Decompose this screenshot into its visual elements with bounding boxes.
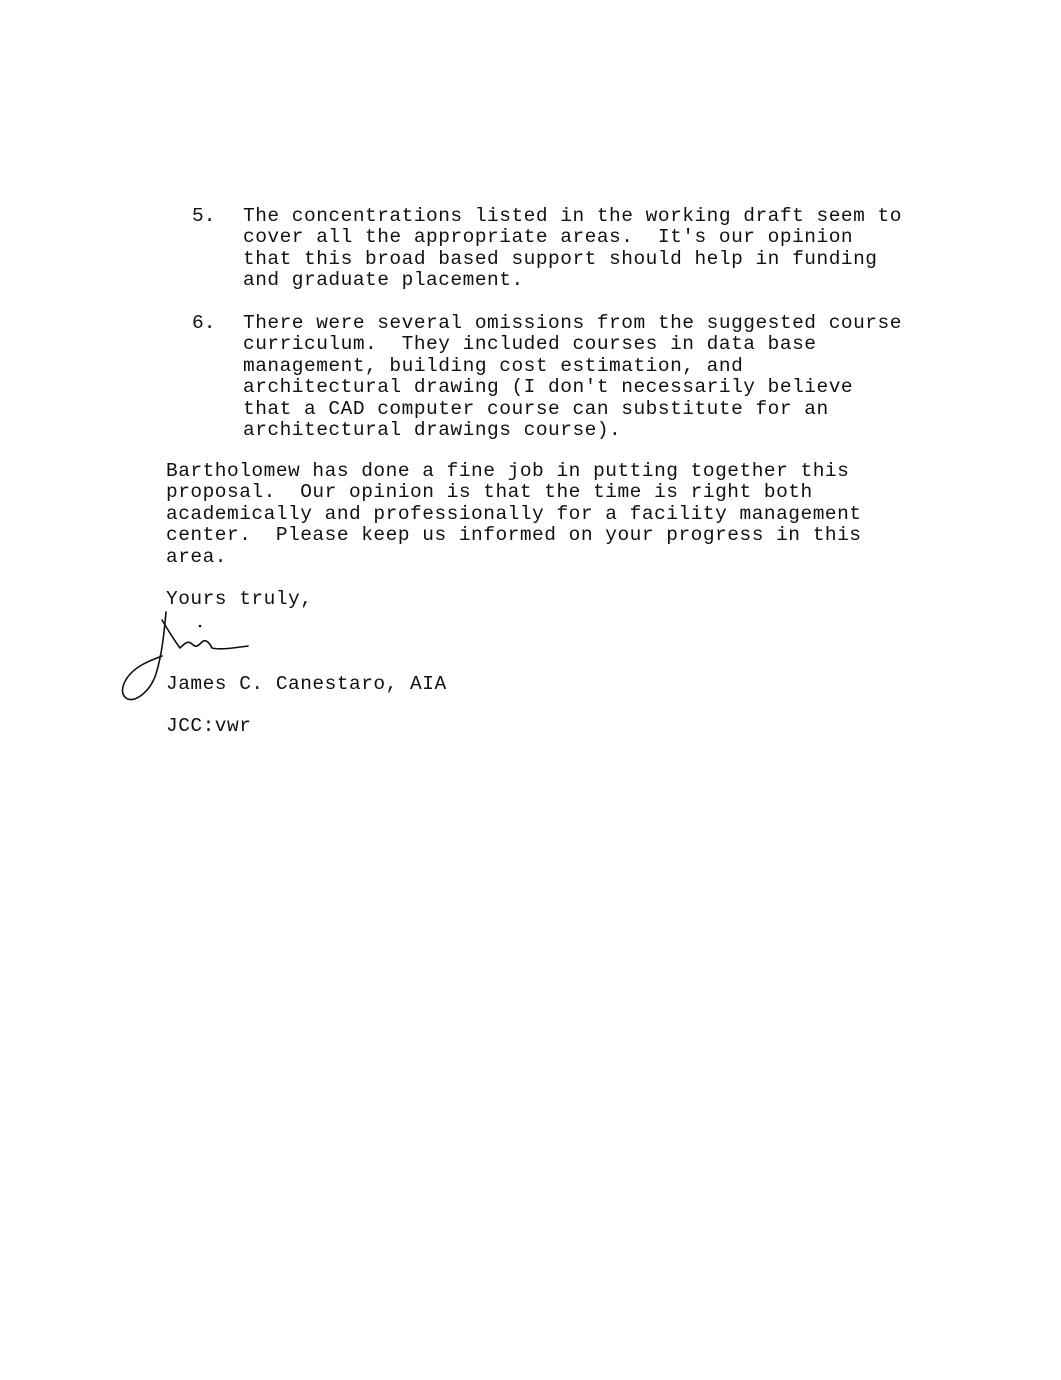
item-line: that this broad based support should help in funding (243, 247, 878, 270)
closing-paragraph (166, 461, 966, 568)
reference-initials: JCC:vwr (166, 715, 252, 737)
valediction: Yours truly, (166, 588, 313, 610)
handwritten-signature (112, 604, 262, 714)
list-item (243, 206, 1003, 292)
signer-name: James C. Canestaro, AIA (166, 673, 447, 695)
item-line: curriculum. They included courses in data base (243, 333, 817, 356)
item-line: architectural drawing (I don't necessarily believe (243, 376, 854, 399)
item-number: 5. (192, 205, 216, 227)
list-item (243, 313, 1003, 441)
item-number: 6. (192, 312, 216, 334)
item-line: The concentrations listed in the working draft seem to (243, 205, 902, 227)
paragraph-line: proposal. Our opinion is that the time is right both (166, 481, 813, 504)
item-line: management, building cost estimation, and (243, 354, 744, 377)
paragraph-line: academically and professionally for a facility management (166, 502, 862, 525)
paragraph-line: area. (166, 545, 228, 568)
paragraph-line: center. Please keep us informed on your progress in this (166, 524, 862, 547)
item-line: There were several omissions from the suggested course (243, 312, 902, 334)
item-line: architectural drawings course). (243, 419, 622, 442)
item-line: and graduate placement. (243, 269, 524, 292)
item-line: cover all the appropriate areas. It's our opinion (243, 226, 854, 249)
item-line: that a CAD computer course can substitute for an (243, 397, 829, 420)
paragraph-line: Bartholomew has done a fine job in putting together this (166, 460, 850, 482)
